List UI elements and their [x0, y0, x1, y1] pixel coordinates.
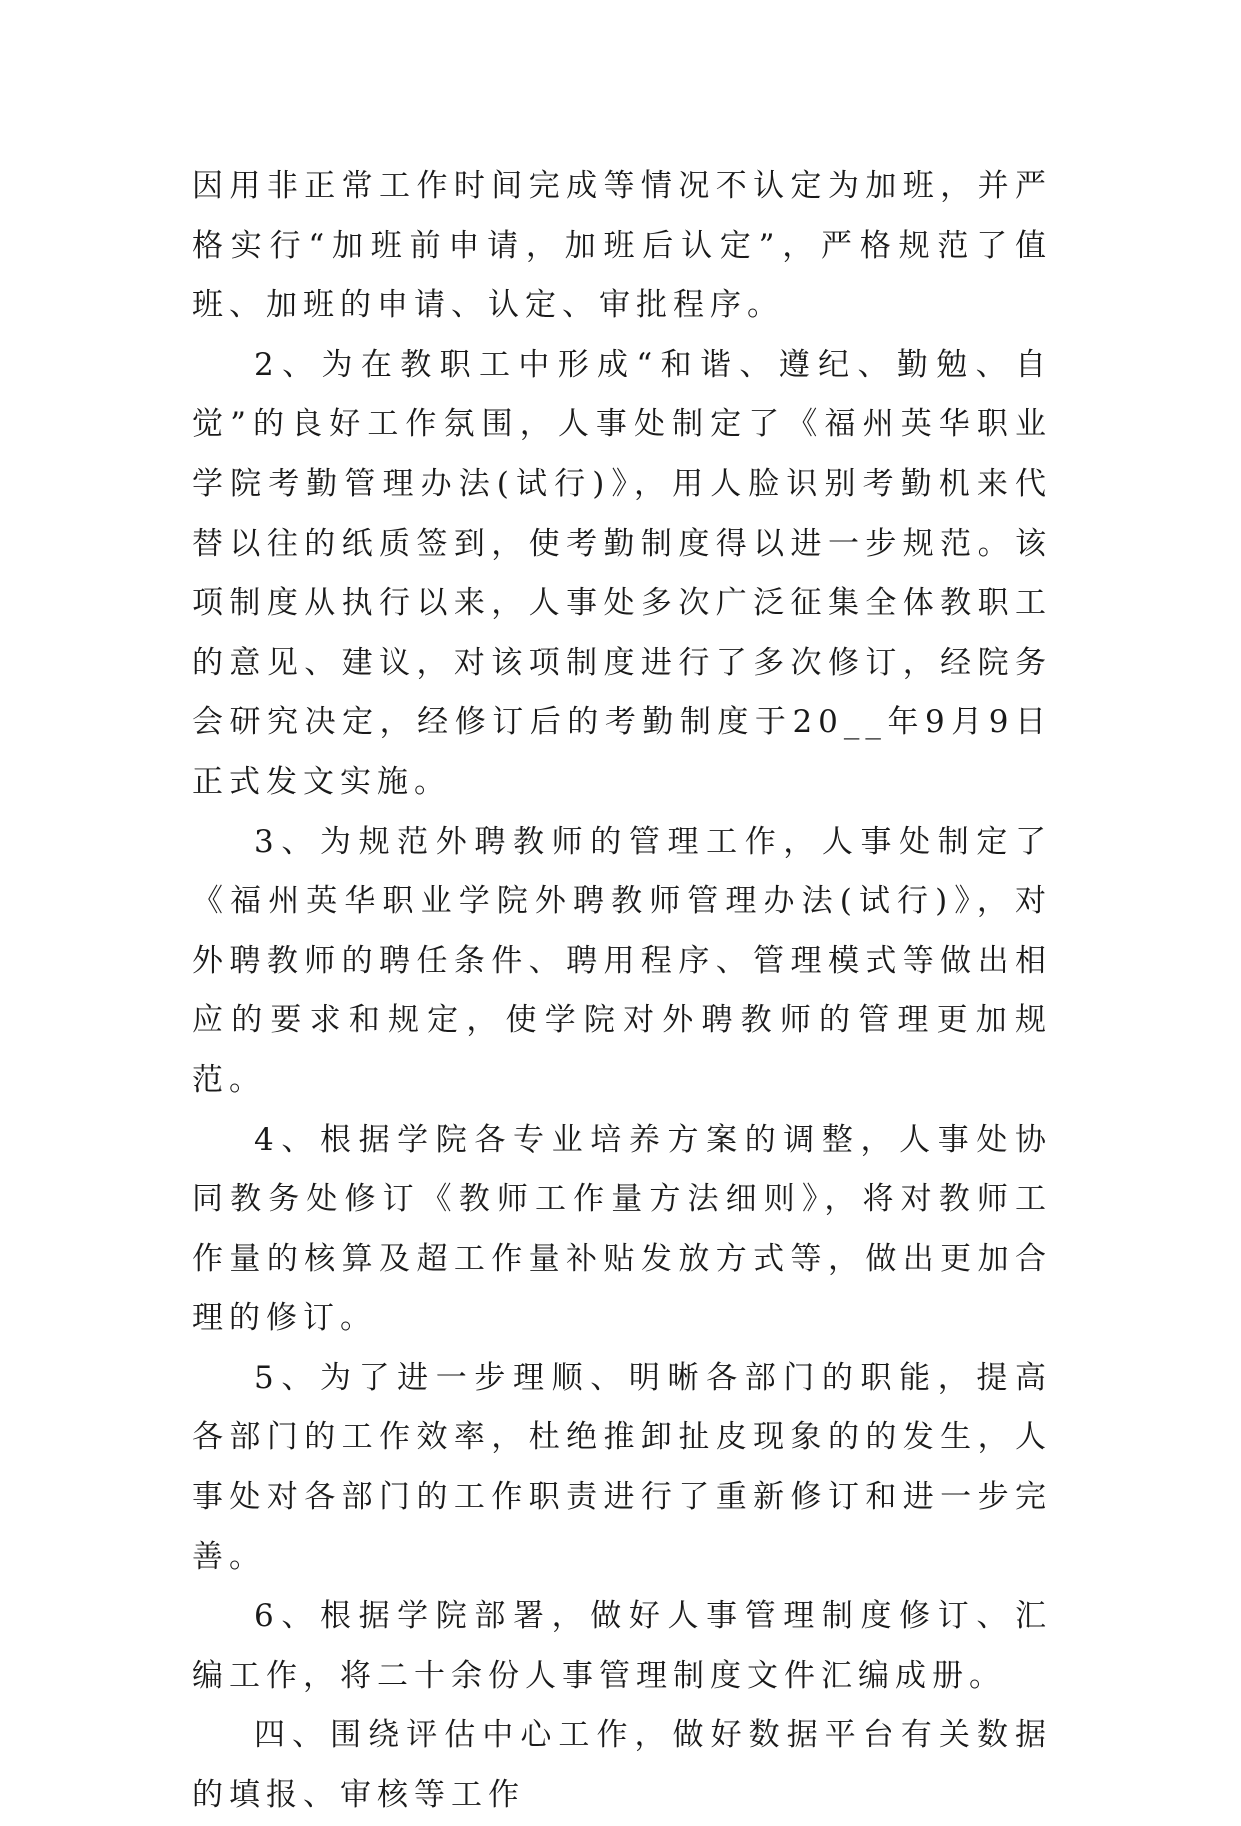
paragraph-item-6: 6、根据学院部署，做好人事管理制度修订、汇编工作，将二十余份人事管理制度文件汇编成册。 — [192, 1598, 1052, 1694]
paragraph-continuation: 因用非正常工作时间完成等情况不认定为加班，并严格实行“加班前申请，加班后认定”，严格规范了值班、加班的申请、认定、审批程序。 — [192, 168, 1052, 324]
paragraph-item-3: 3、为规范外聘教师的管理工作，人事处制定了《福州英华职业学院外聘教师管理办法(试行)》，对外聘教师的聘任条件、聘用程序、管理模式等做出相应的要求和规定，使学院对外聘教师的管理更加规范。 — [192, 823, 1052, 1098]
document-body — [192, 157, 1052, 1826]
paragraph-item-2: 2、为在教职工中形成“和谐、遵纪、勤勉、自觉”的良好工作氛围，人事处制定了《福州英华职业学院考勤管理办法(试行)》，用人脸识别考勤机来代替以往的纸质签到，使考勤制度得以进一步规范。该项制度从执行以来，人事处多次广泛征集全体教职工的意见、建议，对该项制度进行了多次修订，经院务会研究决定，经修订后的考勤制度于20__年9月9日正式发文实施。 — [192, 346, 1052, 800]
paragraph-section-4-heading: 四、围绕评估中心工作，做好数据平台有关数据的填报、审核等工作 — [192, 1717, 1052, 1814]
paragraph-item-4: 4、根据学院各专业培养方案的调整，人事处协同教务处修订《教师工作量方法细则》，将对教师工作量的核算及超工作量补贴发放方式等，做出更加合理的修订。 — [192, 1121, 1052, 1337]
paragraph-item-5: 5、为了进一步理顺、明晰各部门的职能，提高各部门的工作效率，杜绝推卸扯皮现象的的发生，人事处对各部门的工作职责进行了重新修订和进一步完善。 — [192, 1359, 1052, 1575]
